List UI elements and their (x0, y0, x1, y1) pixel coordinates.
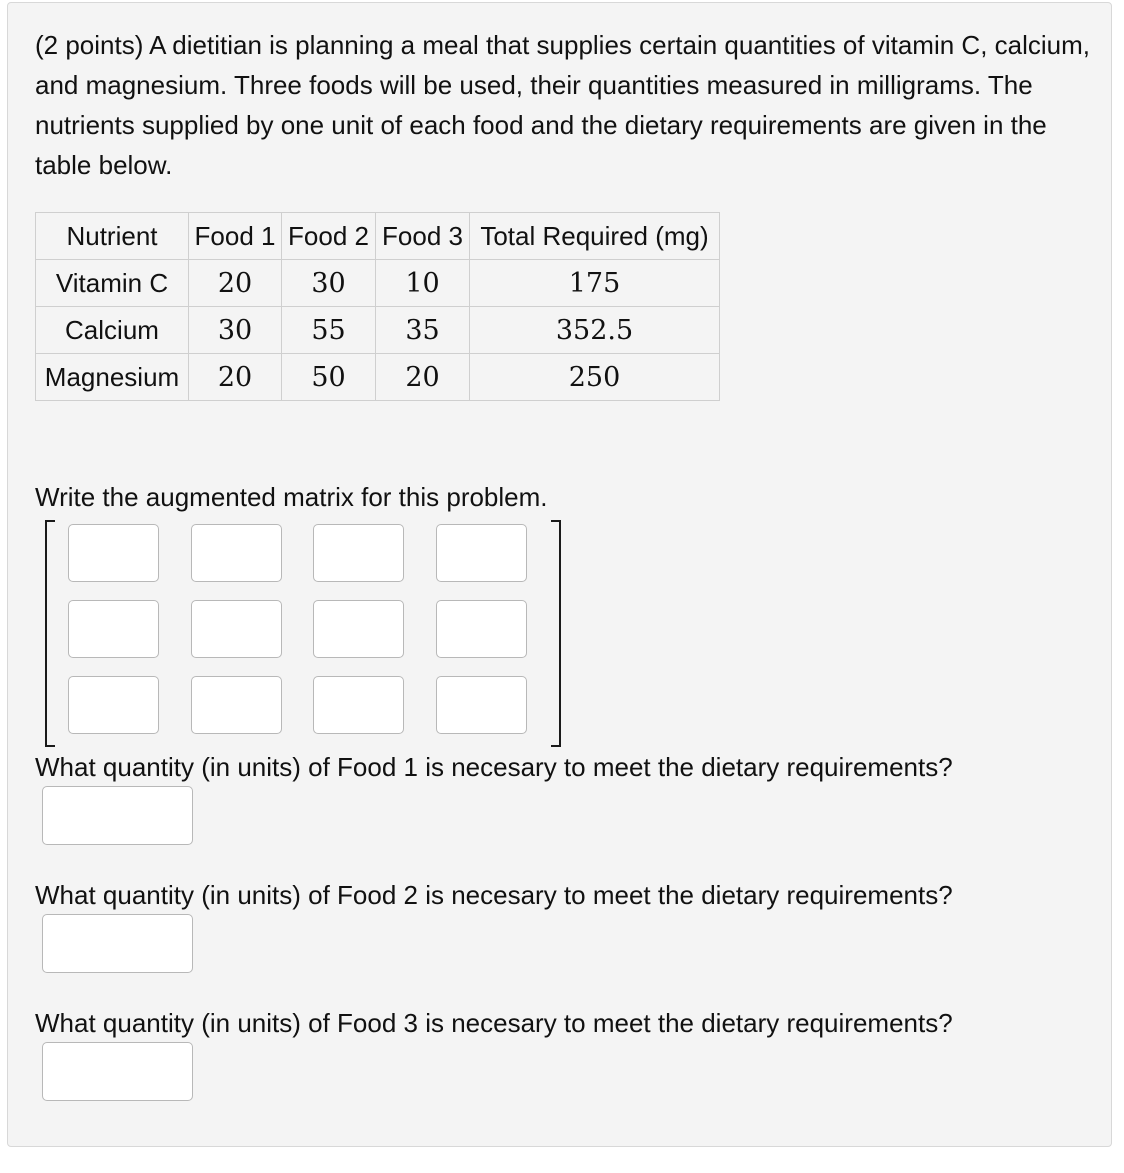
header-total-required: Total Required (mg) (470, 213, 720, 260)
cell-total: 250 (470, 354, 720, 401)
row-nutrient-name: Vitamin C (36, 260, 189, 307)
cell-food-3: 35 (376, 307, 470, 354)
question-food-2: What quantity (in units) of Food 2 is necesary to meet the dietary requirements? (35, 880, 953, 910)
matrix-input-r3-c3[interactable] (313, 676, 404, 734)
cell-food-1: 20 (189, 260, 282, 307)
cell-food-2: 50 (282, 354, 376, 401)
matrix-input-r2-c1[interactable] (68, 600, 159, 658)
matrix-right-bracket (551, 520, 561, 747)
matrix-input-r3-c4[interactable] (436, 676, 527, 734)
question-food-1: What quantity (in units) of Food 1 is necesary to meet the dietary requirements? (35, 752, 953, 782)
table-row (36, 307, 720, 354)
matrix-input-r3-c2[interactable] (191, 676, 282, 734)
cell-food-3: 10 (376, 260, 470, 307)
question-food-3: What quantity (in units) of Food 3 is necesary to meet the dietary requirements? (35, 1008, 953, 1038)
cell-food-3: 20 (376, 354, 470, 401)
food-3-quantity-input[interactable] (42, 1042, 193, 1101)
matrix-input-r1-c3[interactable] (313, 524, 404, 582)
food-2-quantity-input[interactable] (42, 914, 193, 973)
header-nutrient: Nutrient (36, 213, 189, 260)
table-header-row (36, 213, 720, 260)
matrix-input-r1-c2[interactable] (191, 524, 282, 582)
cell-total: 352.5 (470, 307, 720, 354)
row-nutrient-name: Magnesium (36, 354, 189, 401)
matrix-input-r1-c1[interactable] (68, 524, 159, 582)
header-food-2: Food 2 (282, 213, 376, 260)
cell-food-1: 20 (189, 354, 282, 401)
food-1-quantity-input[interactable] (42, 786, 193, 845)
problem-panel (7, 2, 1112, 1147)
cell-food-2: 30 (282, 260, 376, 307)
nutrient-table (35, 212, 720, 401)
matrix-input-r2-c2[interactable] (191, 600, 282, 658)
row-nutrient-name: Calcium (36, 307, 189, 354)
problem-statement: (2 points) A dietitian is planning a meal that supplies certain quantities of vitamin C, calcium, and magnesium. Three foods will be used, their quantities measured in milligrams. The nutrients supplied by one unit of each food and the dietary requirements are given in the table below. (35, 30, 1090, 180)
matrix-input-r1-c4[interactable] (436, 524, 527, 582)
matrix-prompt: Write the augmented matrix for this problem. (35, 482, 548, 512)
matrix-left-bracket (45, 520, 55, 747)
header-food-3: Food 3 (376, 213, 470, 260)
cell-food-1: 30 (189, 307, 282, 354)
cell-food-2: 55 (282, 307, 376, 354)
matrix-input-r3-c1[interactable] (68, 676, 159, 734)
cell-total: 175 (470, 260, 720, 307)
matrix-input-r2-c3[interactable] (313, 600, 404, 658)
matrix-input-r2-c4[interactable] (436, 600, 527, 658)
table-row (36, 260, 720, 307)
header-food-1: Food 1 (189, 213, 282, 260)
table-row (36, 354, 720, 401)
